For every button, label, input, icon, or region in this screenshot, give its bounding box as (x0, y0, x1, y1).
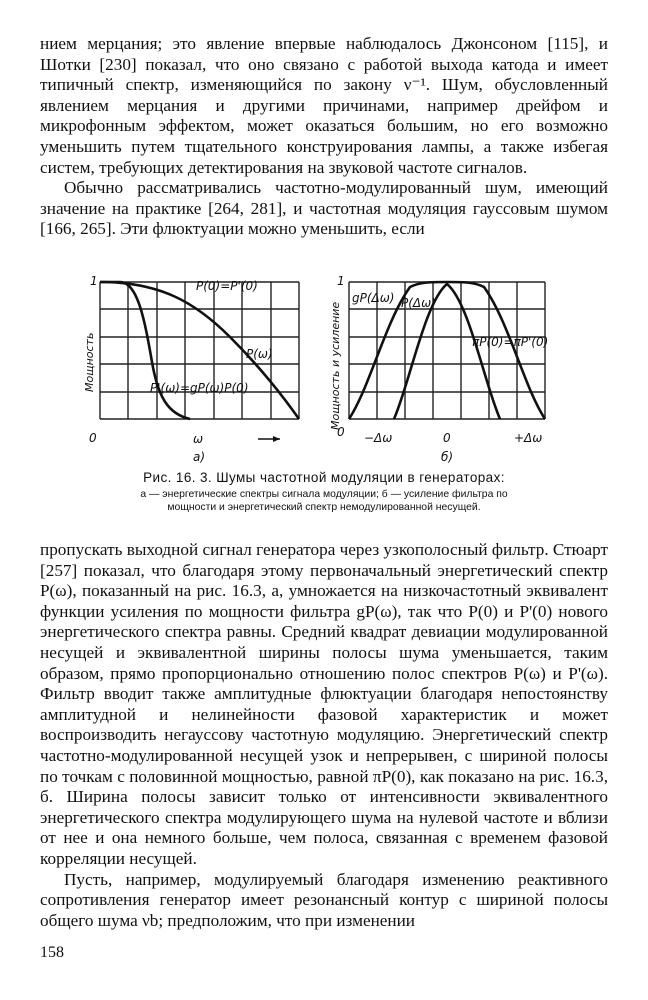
paragraph-2: Обычно рассматривались частотно-модулированный шум, имеющий значение на практике [264, 281], и частотная модуляция гауссовым шумом [166, 265]. Эти флюктуации можно уменьшить, если (40, 178, 608, 239)
label-p-omega: P(ω) (246, 347, 273, 361)
label-pi-eq: πP(0)=πP'(0) (472, 335, 549, 349)
curve-p-prime-omega (100, 282, 190, 419)
caption-line-1: а — энергетические спектры сигнала модуляции; б — усиление фильтра по (140, 489, 508, 500)
left-x-label: ω (193, 432, 204, 446)
right-y-tick-0: 0 (337, 425, 345, 439)
figure-caption-description (40, 489, 608, 514)
paragraph-4: Пусть, например, модулируемый благодаря изменению реактивного сопротивления генератор имеет резонансный контур с шириной полосы общего шума νb; предположим, что при изменении (40, 869, 608, 930)
left-x-arrowhead (273, 436, 280, 442)
right-y-tick-1: 1 (337, 274, 345, 288)
label-power: P(Δω) (401, 296, 436, 310)
paragraph-1: нием мерцания; это явление впервые наблюдалось Джонсоном [115], и Шотки [230] показал, что оно связано с работой выхода катода и имеет типичный спектр, изменяющийся по закону ν⁻¹. Шум, обусловленный явлением мерцания и другими причинами, например дрейфом и микрофонным эффектом, может оказаться большим, но его возможно уменьшить путем тщательного конструирования лампы, а также избегая систем, требующих детектирования на звуковой частоте сигналов. (40, 34, 608, 177)
right-y-axis-label: Мощность и усиление (329, 301, 342, 430)
figure-16-3 (0, 262, 648, 522)
page-number: 158 (40, 944, 64, 961)
left-y-axis-label: Мощность (83, 332, 96, 392)
label-p0-equals: P(0)=P'(0) (196, 279, 258, 293)
body-text-top (40, 34, 608, 240)
right-x-tick-zero: 0 (443, 431, 451, 445)
left-sub-label: а) (193, 450, 206, 464)
right-sub-label: б) (441, 450, 454, 464)
figure-caption-title: Рис. 16. 3. Шумы частотной модуляции в генераторах: (143, 470, 505, 485)
right-x-tick-plus: +Δω (514, 431, 543, 445)
label-gain: gP(Δω) (352, 291, 395, 305)
caption-line-2: мощности и энергетический спектр немодулированной несущей. (167, 501, 481, 513)
paragraph-3: пропускать выходной сигнал генератора через узкополосный фильтр. Стюарт [257] показал, что благодаря этому первоначальный энергетический спектр P(ω), показанный на рис. 16.3, а, умножается на низкочастотный эквивалент функции усиления по мощности фильтра gP(ω), так что P(0) и P'(0) нового энергетического спектра равны. Средний квадрат девиации модулированной несущей и эквивалентной ширины полосы шума уменьшается, таким образом, прямо пропорционально отношению полос спектров P(ω) и P'(ω). Фильтр вводит также амплитудные флюктуации благодаря непостоянству амплитудной и нелинейности фазовой характеристик и может воспроизводить негауссову частотную модуляцию. Энергетический спектр частотно-модулированной несущей узок и непрерывен, с шириной полосы по точкам с половинной мощностью, равной πP(0), как показано на рис. 16.3, б. Ширина полосы зависит только от интенсивности эквивалентного энергетического спектра модулирующего шума на нулевой частоте и вблизи от нее и она немного больше, чем полоса, связанная с временем фазовой корреляции несущей. (40, 540, 609, 868)
left-y-tick-1: 1 (90, 274, 98, 288)
figure-graphs (0, 262, 648, 467)
label-p-prime-omega: P'(ω)=gP(ω)P(0) (150, 381, 249, 395)
left-origin-label: 0 (89, 431, 97, 445)
body-text-bottom (40, 540, 608, 931)
right-x-tick-minus: −Δω (364, 431, 393, 445)
